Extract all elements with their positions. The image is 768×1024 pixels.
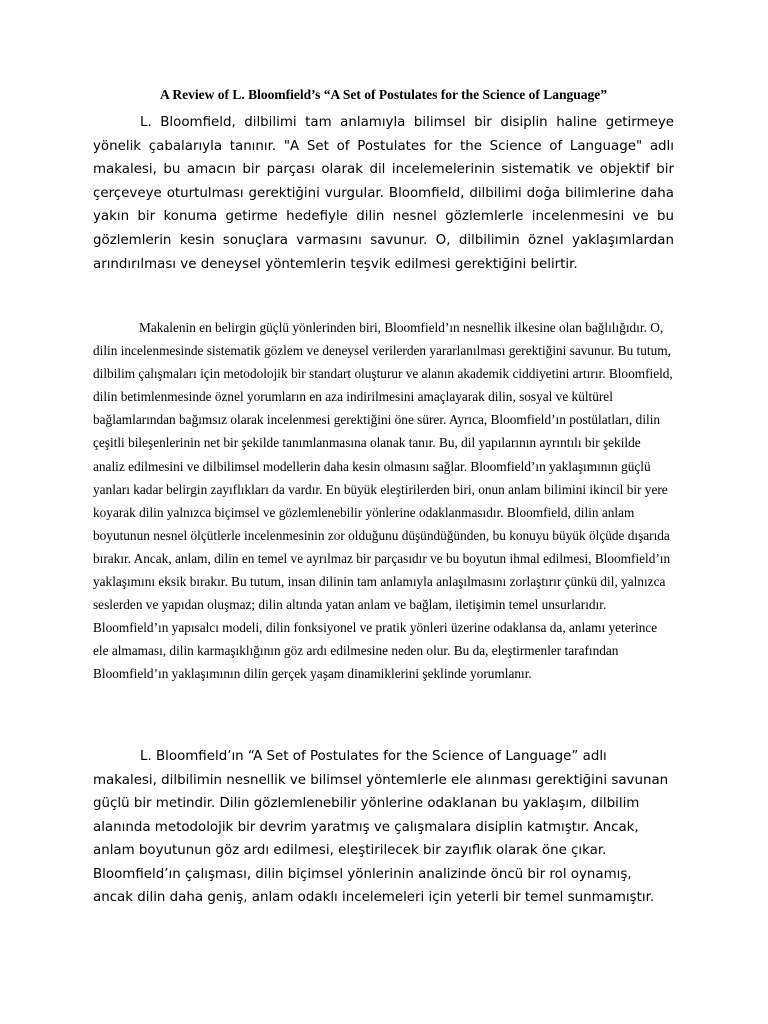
- paragraph-analysis: Makalenin en belirgin güçlü yönlerinden biri, Bloomfield’ın nesnellik ilkesine olan bağlılığıdır. O, dilin incelenmesinde sistematik gözlem ve deneysel verilerden yararlanılması gerektiğini savunur. Bu tutum, dilbilim çalışmaları için metodolojik bir standart oluşturur ve alanın akademik ciddiyetini artırır. Bloomfield, dilin betimlenmesinde öznel yorumların en aza indirilmesini amaçlayarak dilin, sosyal ve kültürel bağlamlarından bağımsız olarak incelenmesi gerektiğini öne sürer. Ayrıca, Bloomfield’ın postülatları, dilin çeşitli bileşenlerinin net bir şekilde tanımlanmasına olanak tanır. Bu, dil yapılarının ayrıntılı bir şekilde analiz edilmesini ve dilbilimsel modellerin daha kesin olmasını sağlar. Bloomfield’ın yaklaşımının güçlü yanları kadar belirgin zayıflıkları da vardır. En büyük eleştirilerden biri, onun anlam bilimini ikincil bir yere koyarak dilin yalnızca biçimsel ve gözlemlenebilir yönlerine odaklanmasıdır. Bloomfield, dilin anlam boyutunun nesnel ölçütlerle incelenmesinin zor olduğunu düşündüğünden, bu konuyu büyük ölçüde dışarıda bırakır. Ancak, anlam, dilin en temel ve ayrılmaz bir parçasıdır ve bu boyutun ihmal edilmesi, Bloomfield’ın yaklaşımını eksik bırakır. Bu tutum, insan dilinin tam anlamıyla anlaşılmasını zorlaştırır çünkü dil, yalnızca seslerden ve yapıdan oluşmaz; dilin altında yatan anlam ve bağlam, iletişimin temel unsurlarıdır. Bloomfield’ın yapısalcı modeli, dilin fonksiyonel ve pratik yönleri üzerine odaklansa da, anlamı yeterince ele almaması, dilin karmaşıklığının göz ardı edilmesine neden olur. Bu da, eleştirmenler tarafından Bloomfield’ın yaklaşımının dilin gerçek yaşam dinamiklerini şeklinde yorumlanır.: [93, 320, 673, 682]
- document-title: A Review of L. Bloomfield’s “A Set of Postulates for the Science of Language”: [160, 87, 607, 102]
- paragraph-introduction: L. Bloomfield, dilbilimi tam anlamıyla bilimsel bir disiplin haline getirmeye yönelik çabalarıyla tanınır. "A Set of Postulates for the Science of Language" adlı makalesi, bu amacın bir parçası olarak dil incelemelerinin sistematik ve objektif bir çerçeveye oturtulması gerektiğini vurgular. Bloomfield, dilbilimi doğa bilimlerine daha yakın bir konuma getirme hedefiyle dilin nesnel gözlemlerle incelenmesini ve bu gözlemlerin kesin sonuçlara varmasını savunur. O, dilbilimin öznel yaklaşımlardan arındırılması ve deneysel yöntemlerin teşvik edilmesi gerektiğini belirtir.: [93, 115, 674, 272]
- paragraph-conclusion: L. Bloomfield’ın “A Set of Postulates for the Science of Language” adlı makalesi, dilbilimin nesnellik ve bilimsel yöntemlerle ele alınması gerektiğini savunan güçlü bir metindir. Dilin gözlemlenebilir yönlerine odaklanan bu yaklaşım, dilbilim alanında metodolojik bir devrim yaratmış ve çalışmalara disiplin katmıştır. Ancak, anlam boyutunun göz ardı edilmesi, eleştirilecek bir zayıflık olarak öne çıkar. Bloomfield’ın çalışması, dilin biçimsel yönlerinin analizinde öncü bir rol oynamış, ancak dilin daha geniş, anlam odaklı incelemeleri için yeterli bir temel sunmamıştır.: [93, 749, 669, 905]
